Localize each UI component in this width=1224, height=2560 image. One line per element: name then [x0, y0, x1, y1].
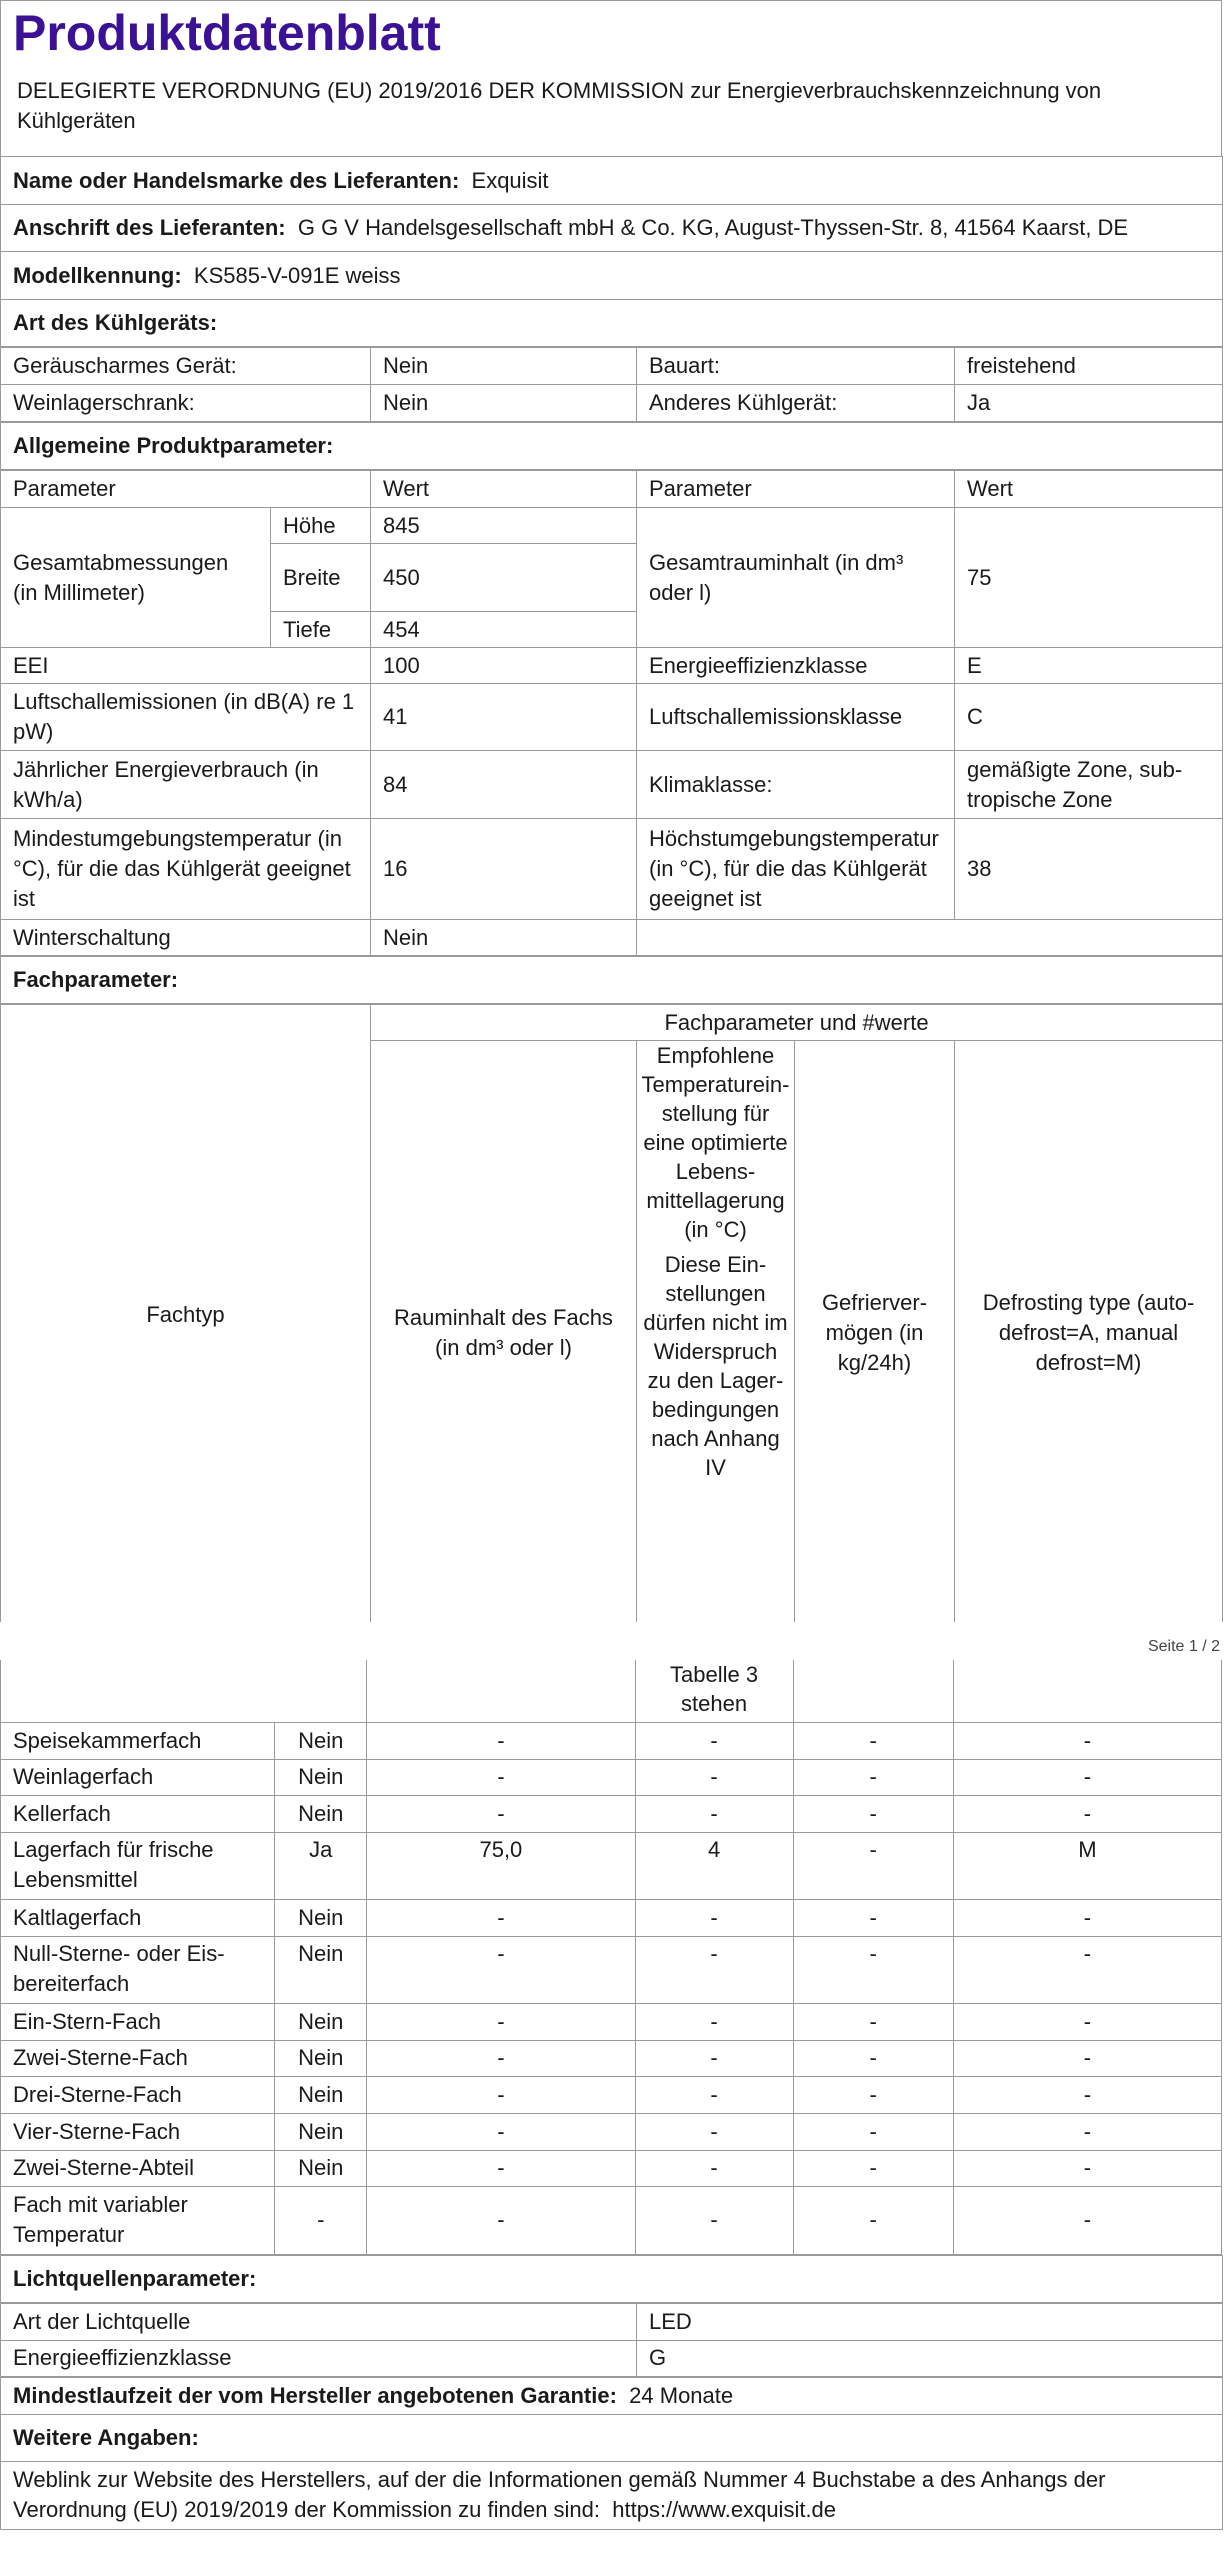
compartment-defrost: - — [953, 2076, 1221, 2113]
type-value: Nein — [371, 385, 637, 422]
supplier-name-label: Name oder Handelsmarke des Lieferanten: — [13, 167, 460, 193]
compartment-present: Nein — [275, 2076, 367, 2113]
dimension-sub-label: Höhe — [271, 508, 371, 544]
compartment-freeze: - — [793, 2113, 953, 2150]
compartment-volume: - — [367, 2076, 635, 2113]
general-section-table — [0, 422, 1223, 470]
supplier-address-label: Anschrift des Lieferanten: — [13, 215, 286, 240]
compartment-defrost: - — [953, 2150, 1221, 2186]
compartment-freeze: - — [793, 2003, 953, 2040]
warranty-label: Mindestlaufzeit der vom Hersteller angebotenen Garantie: — [13, 2382, 617, 2408]
compartment-present: Nein — [275, 1795, 367, 1832]
compartment-defrost: - — [953, 2113, 1221, 2150]
supplier-address-row — [1, 205, 1223, 252]
param-label: Energieeffizienzklasse — [637, 648, 955, 684]
winter-value: Nein — [371, 920, 637, 956]
table-row — [1, 2150, 1222, 2186]
compartment-freeze: - — [793, 2076, 953, 2113]
type-value: Nein — [371, 348, 637, 385]
fach-section-heading: Fachparameter: — [1, 957, 1223, 1004]
fachtyp-header: Fachtyp — [1, 1005, 371, 1625]
table-row — [1, 2340, 1223, 2376]
compartment-temperature: - — [635, 1722, 793, 1759]
type-label: Bauart: — [637, 348, 955, 385]
compartment-volume: - — [367, 1759, 635, 1795]
compartment-defrost: - — [953, 1759, 1221, 1795]
dimension-value: 454 — [371, 612, 637, 648]
freeze-capacity-header: Gefriervermögen (in kg/24h) — [795, 1041, 955, 1625]
compartment-defrost: - — [953, 2186, 1221, 2254]
compartment-freeze: - — [793, 1936, 953, 2003]
type-value: Ja — [955, 385, 1223, 422]
temperature-header-continued: Tabelle 3 stehen — [635, 1660, 793, 1722]
compartment-defrost: - — [953, 1795, 1221, 1832]
supplier-name-row — [1, 157, 1223, 205]
table-row — [1, 2186, 1222, 2254]
type-label: Weinlagerschrank: — [1, 385, 371, 422]
param-label: Luftschallemissionsklasse — [637, 684, 955, 751]
light-label: Art der Lichtquelle — [1, 2303, 637, 2340]
winter-label: Winterschaltung — [1, 920, 371, 956]
type-section-heading: Art des Kühlgeräts: — [1, 300, 1223, 347]
light-section-table — [0, 2255, 1223, 2303]
compartment-temperature: - — [635, 1899, 793, 1936]
table-row — [1, 348, 1223, 385]
compartment-name: Speisekammerfach — [1, 1722, 275, 1759]
compartment-volume: - — [367, 2186, 635, 2254]
table-row — [1, 1899, 1222, 1936]
datasheet-page-2 — [0, 1660, 1222, 2530]
param-value: 38 — [955, 819, 1223, 920]
param-value: 84 — [371, 751, 637, 819]
footer-table — [0, 2377, 1223, 2530]
fach-section-table — [0, 956, 1223, 1004]
table-row — [1, 751, 1223, 819]
compartment-name: Kellerfach — [1, 1795, 275, 1832]
compartment-present: Ja — [275, 1832, 367, 1899]
compartment-name: Zwei-Sterne-Abteil — [1, 2150, 275, 2186]
compartment-present: Nein — [275, 2113, 367, 2150]
compartment-freeze: - — [793, 1795, 953, 1832]
type-value: freistehend — [955, 348, 1223, 385]
param-label: Mindestumgebungstemperatur (in °C), für die das Kühlgerät geeignet ist — [1, 819, 371, 920]
regulation-subtitle: DELEGIERTE VERORDNUNG (EU) 2019/2016 DER KOMMISSION zur Energieverbrauchskennzeichnung von Kühlgeräten — [0, 68, 1222, 156]
param-value: 100 — [371, 648, 637, 684]
supplier-table — [0, 156, 1223, 347]
compartment-name: Lagerfach für frische Lebensmittel — [1, 1832, 275, 1899]
compartment-freeze: - — [793, 1899, 953, 1936]
compartment-name: Weinlagerfach — [1, 1759, 275, 1795]
table-row — [1, 648, 1223, 684]
compartment-volume: - — [367, 2003, 635, 2040]
compartment-defrost: - — [953, 1936, 1221, 2003]
empty-cell — [367, 1660, 635, 1722]
compartment-temperature: - — [635, 1795, 793, 1832]
page-title: Produktdatenblatt — [0, 0, 1222, 68]
param-value: C — [955, 684, 1223, 751]
warranty-row — [1, 2377, 1223, 2414]
column-header: Parameter — [637, 471, 955, 508]
more-section-heading: Weitere Angaben: — [1, 2414, 1223, 2461]
compartment-defrost: - — [953, 2003, 1221, 2040]
param-value: E — [955, 648, 1223, 684]
compartment-present: Nein — [275, 2040, 367, 2076]
temperature-header-line: Empfohlene Temperatureinstellung für eine optimierte Lebensmittellagerung (in °C) — [641, 1043, 790, 1242]
dimension-sub-label: Breite — [271, 544, 371, 612]
appliance-type-table — [0, 347, 1223, 422]
page-break — [0, 1622, 1224, 1660]
light-table — [0, 2303, 1223, 2377]
compartment-present: Nein — [275, 2003, 367, 2040]
light-value: LED — [637, 2303, 1223, 2340]
compartment-present: Nein — [275, 1759, 367, 1795]
compartment-temperature: - — [635, 2003, 793, 2040]
param-label: Jährlicher Energieverbrauch (in kWh/a) — [1, 751, 371, 819]
compartment-present: Nein — [275, 1936, 367, 2003]
dimensions-label: Gesamtabmessungen (in Millimeter) — [1, 508, 271, 648]
compartment-present: Nein — [275, 1722, 367, 1759]
compartment-present: - — [275, 2186, 367, 2254]
param-value: 16 — [371, 819, 637, 920]
compartment-freeze: - — [793, 1722, 953, 1759]
compartment-freeze: - — [793, 2186, 953, 2254]
table-row — [1, 819, 1223, 920]
empty-cell — [953, 1660, 1221, 1722]
compartment-volume: - — [367, 1936, 635, 2003]
param-label: Höchstumgebungstemperatur (in °C), für die das Kühlgerät geeignet ist — [637, 819, 955, 920]
model-label: Modellkennung: — [13, 262, 182, 288]
light-value: G — [637, 2340, 1223, 2376]
compartment-name: Null-Sterne- oder Eisbereiterfach — [1, 1936, 275, 2003]
compartment-temperature: - — [635, 1759, 793, 1795]
compartment-name: Drei-Sterne-Fach — [1, 2076, 275, 2113]
table-row — [1, 1936, 1222, 2003]
param-label: EEI — [1, 648, 371, 684]
dimension-sub-label: Tiefe — [271, 612, 371, 648]
compartment-volume: - — [367, 1899, 635, 1936]
total-volume-value: 75 — [955, 508, 1223, 648]
table-row — [1, 2303, 1223, 2340]
table-row — [1, 508, 1223, 544]
table-row — [1, 2003, 1222, 2040]
compartment-present: Nein — [275, 2150, 367, 2186]
fach-header-table — [0, 1004, 1223, 1625]
compartment-defrost: - — [953, 1899, 1221, 1936]
compartment-temperature: - — [635, 1936, 793, 2003]
weblink-text: Weblink zur Website des Herstellers, auf der die Informationen gemäß Nummer 4 Buchstabe a des Anhangs der Verordnung (EU) 2019/2019 der Kommission zu finden sind: — [13, 2467, 1106, 2522]
compartment-freeze: - — [793, 1832, 953, 1899]
column-header: Wert — [371, 471, 637, 508]
warranty-value: 24 Monate — [629, 2382, 734, 2408]
type-label: Anderes Kühlgerät: — [637, 385, 955, 422]
empty-cell — [793, 1660, 953, 1722]
compartment-defrost: M — [953, 1832, 1221, 1899]
compartment-temperature: - — [635, 2076, 793, 2113]
total-volume-label: Gesamtrauminhalt (in dm³ oder l) — [637, 508, 955, 648]
fach-group-header: Fachparameter und #werte — [371, 1005, 1223, 1041]
volume-header: Rauminhalt des Fachs (in dm³ oder l) — [371, 1041, 637, 1625]
param-value: 41 — [371, 684, 637, 751]
temperature-header — [637, 1041, 795, 1625]
supplier-name-value: Exquisit — [471, 167, 549, 193]
compartment-defrost: - — [953, 2040, 1221, 2076]
compartment-name: Vier-Sterne-Fach — [1, 2113, 275, 2150]
compartment-volume: - — [367, 1722, 635, 1759]
table-row — [1, 2113, 1222, 2150]
compartment-freeze: - — [793, 2040, 953, 2076]
table-row — [1, 385, 1223, 422]
column-header: Parameter — [1, 471, 371, 508]
page-number: Seite 1 / 2 — [1147, 1638, 1220, 1655]
table-row — [1, 1795, 1222, 1832]
compartment-temperature: 4 — [635, 1832, 793, 1899]
table-row — [1, 1832, 1222, 1899]
general-parameters-table — [0, 470, 1223, 956]
param-value: gemäßigte Zone, subtropische Zone — [955, 751, 1223, 819]
compartment-volume: 75,0 — [367, 1832, 635, 1899]
model-row — [1, 252, 1223, 300]
empty-cell — [637, 920, 1223, 956]
compartment-freeze: - — [793, 1759, 953, 1795]
compartment-volume: - — [367, 2150, 635, 2186]
weblink-row — [1, 2461, 1223, 2529]
compartment-freeze: - — [793, 2150, 953, 2186]
supplier-address-value: G G V Handelsgesellschaft mbH & Co. KG, August-Thyssen-Str. 8, 41564 Kaarst, DE — [297, 215, 1129, 240]
empty-cell — [1, 1660, 367, 1722]
table-row — [1, 920, 1223, 956]
manufacturer-link[interactable]: https://www.exquisit.de — [612, 2497, 837, 2522]
compartment-name: Fach mit variabler Temperatur — [1, 2186, 275, 2254]
table-row — [1, 1759, 1222, 1795]
dimension-value: 450 — [371, 544, 637, 612]
param-label: Klimaklasse: — [637, 751, 955, 819]
compartment-temperature: - — [635, 2186, 793, 2254]
table-row — [1, 1660, 1222, 1722]
temperature-header-note: Diese Einstellungen dürfen nicht im Widerspruch zu den Lagerbedingungen nach Anhang IV — [643, 1252, 788, 1480]
table-row — [1, 2040, 1222, 2076]
compartment-temperature: - — [635, 2113, 793, 2150]
compartment-temperature: - — [635, 2040, 793, 2076]
compartment-name: Ein-Stern-Fach — [1, 2003, 275, 2040]
compartment-present: Nein — [275, 1899, 367, 1936]
dimension-value: 845 — [371, 508, 637, 544]
table-row — [1, 2076, 1222, 2113]
compartment-volume: - — [367, 2113, 635, 2150]
compartment-name: Zwei-Sterne-Fach — [1, 2040, 275, 2076]
compartment-name: Kaltlagerfach — [1, 1899, 275, 1936]
table-header-row — [1, 471, 1223, 508]
defrost-type-header: Defrosting type (auto-defrost=A, manual defrost=M) — [955, 1041, 1223, 1625]
compartment-temperature: - — [635, 2150, 793, 2186]
compartment-volume: - — [367, 1795, 635, 1832]
type-label: Geräuscharmes Gerät: — [1, 348, 371, 385]
table-row — [1, 1722, 1222, 1759]
light-section-heading: Lichtquellenparameter: — [1, 2255, 1223, 2302]
general-section-heading: Allgemeine Produktparameter: — [1, 423, 1223, 470]
column-header: Wert — [955, 471, 1223, 508]
param-label: Luftschallemissionen (in dB(A) re 1 pW) — [1, 684, 371, 751]
light-label: Energieeffizienzklasse — [1, 2340, 637, 2376]
model-value: KS585-V-091E weiss — [193, 262, 401, 288]
table-row — [1, 684, 1223, 751]
fach-table — [0, 1660, 1222, 2255]
compartment-defrost: - — [953, 1722, 1221, 1759]
compartment-volume: - — [367, 2040, 635, 2076]
